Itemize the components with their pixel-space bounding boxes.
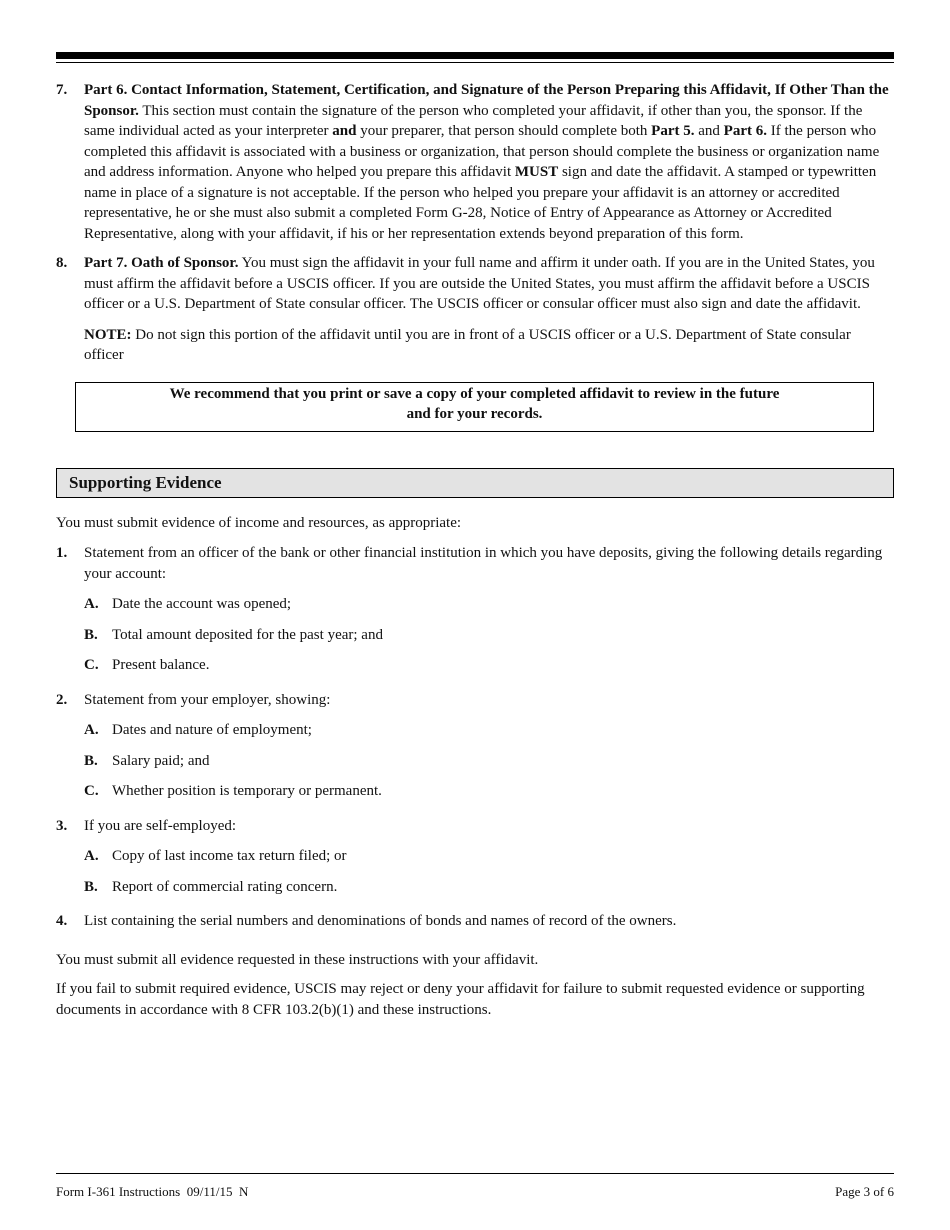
- evidence-item: [56, 690, 894, 802]
- item-number: 1.: [56, 545, 68, 561]
- sub-item-letter: A.: [84, 596, 99, 612]
- item-text: You must sign the affidavit in your full name and affirm it under oath. If you are in the United States, you must affirm the affidavit before a USCIS officer. If you are outside the United States, you must affirm the affidavit before a USCIS officer or a U.S. Department of State consular officer. The USCIS officer or consular officer must also sign and date the affidavit.: [84, 255, 875, 312]
- item-text: If you are self-employed:: [84, 817, 237, 834]
- item-text: This section must contain the signature of the person who completed your affidavit, if other than you, the sponsor. If the same individual acted as your interpreter: [84, 102, 863, 139]
- sub-item-letter: C.: [84, 783, 99, 799]
- footer-form-id: Form I-361 Instructions 09/11/15 N: [56, 1184, 249, 1199]
- sub-item-letter: B.: [84, 878, 98, 895]
- note-text: Do not sign this portion of the affidavit until you are in front of a USCIS officer or a U.S. Department of State consular officer: [84, 326, 851, 363]
- sub-item-letter: B.: [84, 626, 98, 643]
- sub-item-letter: A.: [84, 722, 99, 738]
- item-number: 2.: [56, 691, 68, 708]
- sub-item-text: Report of commercial rating concern.: [112, 878, 338, 895]
- sub-item-text: Copy of last income tax return filed; or: [112, 848, 347, 864]
- item-number: 4.: [56, 913, 68, 929]
- sub-item-letter: A.: [84, 848, 99, 864]
- footer-rule: [56, 1173, 894, 1174]
- sub-item: [84, 751, 894, 772]
- evidence-item: [56, 816, 894, 898]
- item-text: sign and date the affidavit. A stamped or typewritten name in place of a signature is not acceptable. If the person who helped you prepare your affidavit is an attorney or accredited representative, he or she must also submit a completed Form G-28, Notice of Entry of Appearance as Attorney or Accredited Representative, along with your affidavit, if his or her representation extends beyond preparation of this form.: [84, 164, 877, 242]
- closing-paragraph: You must submit all evidence requested in these instructions with your affidavit.: [56, 951, 539, 968]
- emphasis-text: Part 5.: [651, 123, 695, 139]
- item-paragraph: [84, 253, 894, 315]
- item-number: 7.: [56, 82, 68, 98]
- item-number: 8.: [56, 255, 68, 271]
- sub-item: [84, 594, 894, 615]
- page-content: [56, 80, 894, 1020]
- footer-page-number: Page 3 of 6: [835, 1184, 894, 1199]
- item-number: 3.: [56, 817, 68, 834]
- emphasis-text: and: [332, 123, 357, 139]
- evidence-item: [56, 543, 894, 676]
- sub-item: [84, 877, 894, 898]
- header-rule-thin: [56, 62, 894, 63]
- recommendation-box: [75, 382, 874, 432]
- sub-item: [84, 781, 894, 802]
- sub-item: [84, 846, 894, 867]
- sub-item-text: Dates and nature of employment;: [112, 722, 312, 738]
- item-text: If the person who completed this affidavit is associated with a business or organization, that person should complete the business or organization name and address information. Anyone who helped you prepare this affidavit: [84, 123, 880, 180]
- sub-item-text: Salary paid; and: [112, 752, 210, 769]
- item-paragraph: [84, 80, 894, 244]
- sub-item: [84, 625, 894, 646]
- section-heading-supporting-evidence: Supporting Evidence: [56, 468, 894, 498]
- item-heading: Part 6. Contact Information, Statement, Certification, and Signature of the Person Preparing this Affidavit, If Other Than the Sponsor.: [84, 82, 889, 119]
- item-text: your preparer, that person should complete both: [356, 123, 652, 139]
- sub-item-letter: C.: [84, 657, 99, 673]
- item-text: Statement from an officer of the bank or other financial institution in which you have deposits, giving the following details regarding your account:: [84, 545, 883, 582]
- recommendation-line: and for your records.: [406, 406, 543, 422]
- sub-item-text: Total amount deposited for the past year; and: [112, 626, 383, 643]
- note-paragraph: [84, 325, 894, 366]
- emphasis-text: MUST: [514, 164, 559, 180]
- section-intro: You must submit evidence of income and resources, as appropriate:: [56, 514, 462, 531]
- header-rule-thick: [56, 52, 894, 59]
- sub-item-text: Whether position is temporary or permanent.: [112, 783, 382, 799]
- evidence-item: [56, 911, 894, 932]
- sub-item: [84, 655, 894, 676]
- sub-item-text: Date the account was opened;: [112, 596, 292, 612]
- sub-item-text: Present balance.: [112, 657, 210, 673]
- item-heading: Part 7. Oath of Sponsor.: [84, 255, 239, 271]
- recommendation-line: We recommend that you print or save a copy of your completed affidavit to review in the future: [169, 385, 780, 402]
- item-text: List containing the serial numbers and denominations of bonds and names of record of the owners.: [84, 913, 677, 929]
- item-text: and: [694, 123, 724, 139]
- item-text: Statement from your employer, showing:: [84, 691, 331, 708]
- sub-item-letter: B.: [84, 752, 98, 769]
- note-label: NOTE:: [84, 326, 132, 343]
- emphasis-text: Part 6.: [723, 123, 767, 139]
- instruction-item-part6: [56, 80, 894, 244]
- sub-item: [84, 720, 894, 741]
- closing-paragraph: If you fail to submit required evidence, USCIS may reject or deny your affidavit for failure to submit requested evidence or supporting documents in accordance with 8 CFR 103.2(b)(1) and these instructions.: [56, 981, 865, 1018]
- instruction-item-part7: [56, 253, 894, 366]
